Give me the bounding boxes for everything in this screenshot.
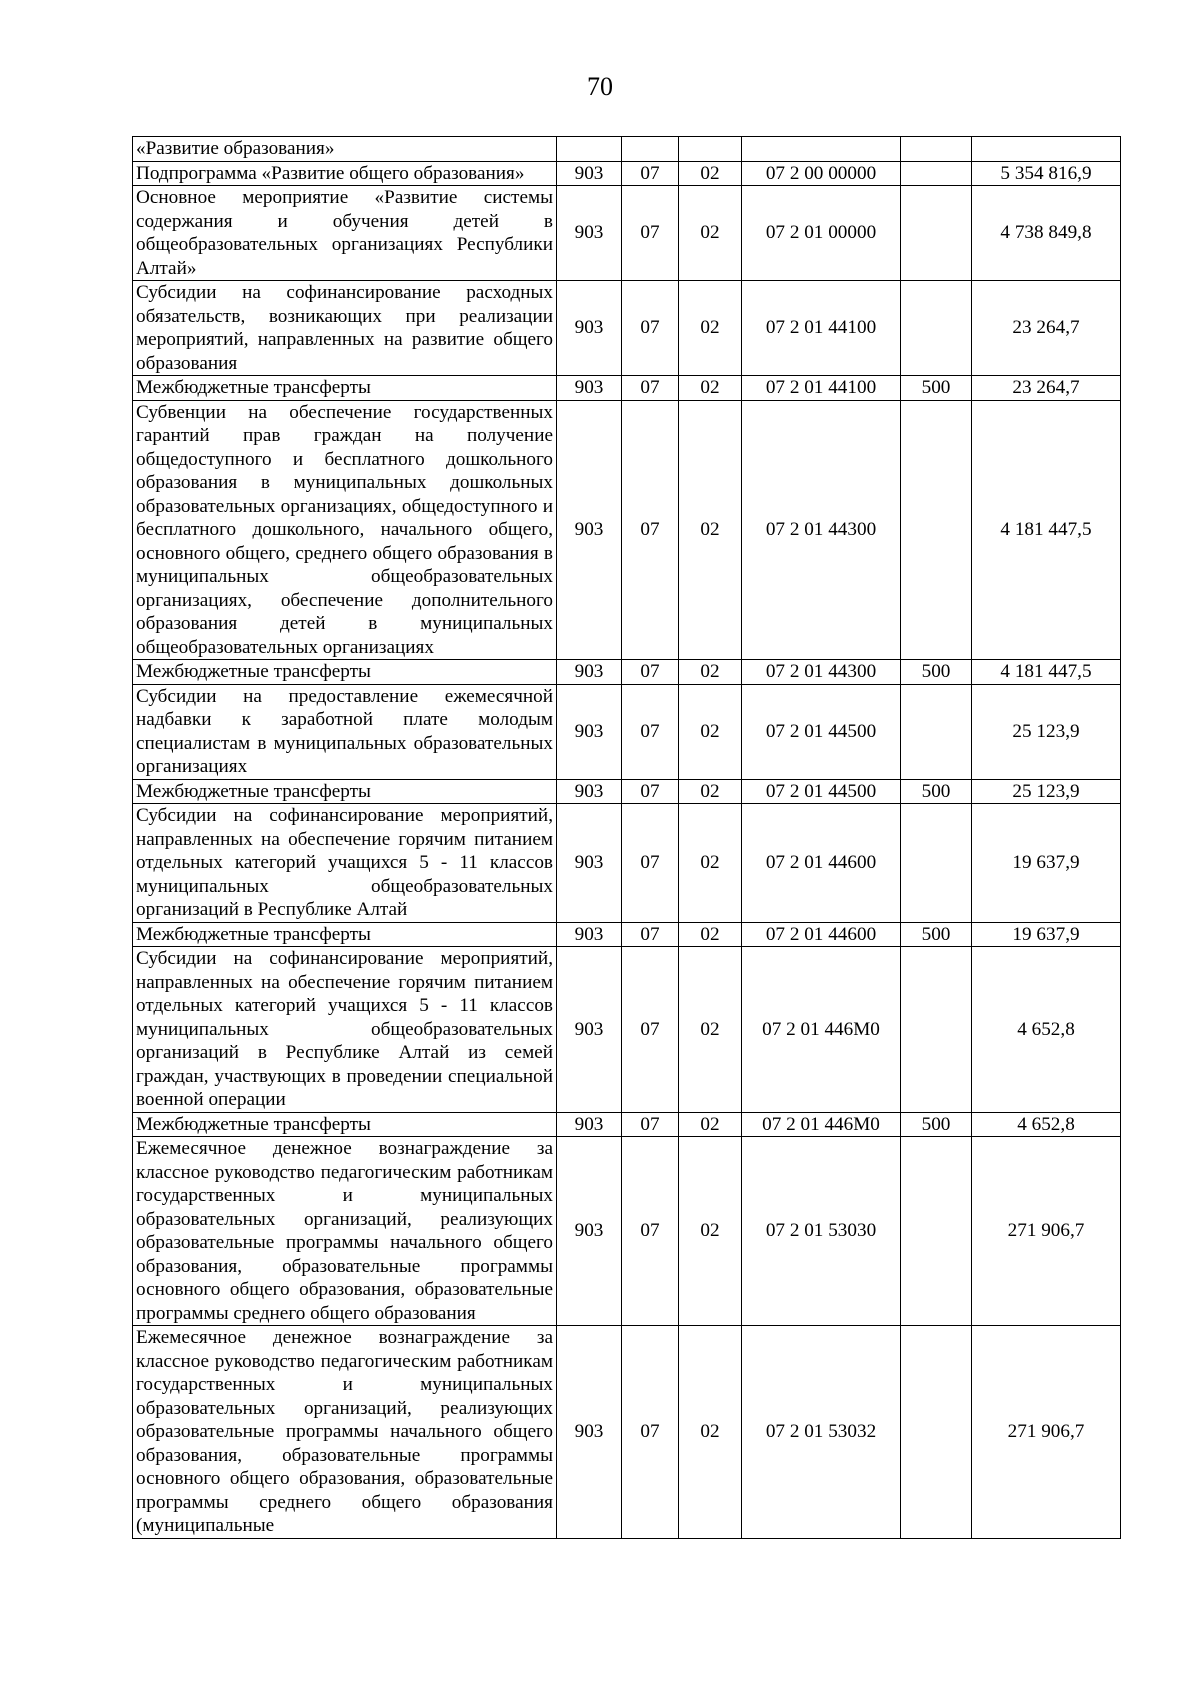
row-sum-cell: 5 354 816,9	[972, 161, 1121, 186]
row-csr-cell: 07 2 01 00000	[742, 186, 901, 281]
row-sum-cell: 4 738 849,8	[972, 186, 1121, 281]
table-row	[133, 186, 1121, 281]
table-row	[133, 947, 1121, 1113]
row-vr-cell	[901, 400, 972, 660]
row-rz-cell: 07	[622, 684, 679, 779]
row-csr-cell	[742, 137, 901, 162]
row-gr-cell: 903	[557, 779, 622, 804]
row-rz-cell: 07	[622, 1137, 679, 1326]
row-pr-cell: 02	[679, 186, 742, 281]
row-sum-cell: 23 264,7	[972, 281, 1121, 376]
row-name-cell: Межбюджетные трансферты	[133, 779, 557, 804]
row-sum-cell: 19 637,9	[972, 922, 1121, 947]
row-csr-cell: 07 2 01 446М0	[742, 947, 901, 1113]
row-pr-cell: 02	[679, 1326, 742, 1539]
row-csr-cell: 07 2 00 00000	[742, 161, 901, 186]
row-gr-cell: 903	[557, 1326, 622, 1539]
row-pr-cell: 02	[679, 922, 742, 947]
row-rz-cell: 07	[622, 804, 679, 923]
row-vr-cell	[901, 186, 972, 281]
row-sum-cell: 23 264,7	[972, 376, 1121, 401]
row-sum-cell: 271 906,7	[972, 1326, 1121, 1539]
table-row	[133, 779, 1121, 804]
row-rz-cell: 07	[622, 922, 679, 947]
row-pr-cell: 02	[679, 660, 742, 685]
row-sum-cell: 4 652,8	[972, 947, 1121, 1113]
row-pr-cell: 02	[679, 161, 742, 186]
row-gr-cell: 903	[557, 161, 622, 186]
row-gr-cell: 903	[557, 281, 622, 376]
row-csr-cell: 07 2 01 44600	[742, 804, 901, 923]
row-pr-cell: 02	[679, 400, 742, 660]
row-pr-cell: 02	[679, 376, 742, 401]
row-gr-cell: 903	[557, 684, 622, 779]
row-csr-cell: 07 2 01 44300	[742, 400, 901, 660]
table-row	[133, 684, 1121, 779]
row-sum-cell: 4 652,8	[972, 1112, 1121, 1137]
row-rz-cell: 07	[622, 400, 679, 660]
row-gr-cell: 903	[557, 1112, 622, 1137]
table-row	[133, 922, 1121, 947]
row-vr-cell	[901, 137, 972, 162]
row-rz-cell: 07	[622, 186, 679, 281]
row-rz-cell: 07	[622, 161, 679, 186]
row-name-cell: «Развитие образования»	[133, 137, 557, 162]
row-csr-cell: 07 2 01 446М0	[742, 1112, 901, 1137]
row-csr-cell: 07 2 01 44300	[742, 660, 901, 685]
row-name-cell: Субсидии на софинансирование мероприятий, направленных на обеспечение горячим питанием отдельных категорий учащихся 5 - 11 классов муниципальных общеобразовательных организаций в Республике Алтай из семей граждан, участвующих в проведении специальной военной операции	[133, 947, 557, 1113]
row-vr-cell	[901, 1137, 972, 1326]
row-sum-cell	[972, 137, 1121, 162]
row-csr-cell: 07 2 01 53032	[742, 1326, 901, 1539]
row-pr-cell: 02	[679, 684, 742, 779]
row-vr-cell	[901, 161, 972, 186]
row-name-cell: Основное мероприятие «Развитие системы содержания и обучения детей в общеобразовательных организациях Республики Алтай»	[133, 186, 557, 281]
table-row	[133, 281, 1121, 376]
row-pr-cell: 02	[679, 281, 742, 376]
row-name-cell: Подпрограмма «Развитие общего образования»	[133, 161, 557, 186]
row-name-cell: Субвенции на обеспечение государственных гарантий прав граждан на получение общедоступного и бесплатного дошкольного образования в муниципальных дошкольных образовательных организациях, общедоступного и бесплатного дошкольного, начального общего, основного общего, среднего общего образования в муниципальных общеобразовательных организациях, обеспечение дополнительного образования детей в муниципальных общеобразовательных организациях	[133, 400, 557, 660]
row-pr-cell	[679, 137, 742, 162]
row-vr-cell: 500	[901, 922, 972, 947]
page-number: 70	[587, 72, 613, 101]
row-csr-cell: 07 2 01 44500	[742, 779, 901, 804]
table-row	[133, 1137, 1121, 1326]
row-vr-cell: 500	[901, 660, 972, 685]
row-sum-cell: 25 123,9	[972, 684, 1121, 779]
row-csr-cell: 07 2 01 44500	[742, 684, 901, 779]
row-vr-cell: 500	[901, 376, 972, 401]
row-gr-cell: 903	[557, 186, 622, 281]
row-name-cell: Межбюджетные трансферты	[133, 922, 557, 947]
row-name-cell: Межбюджетные трансферты	[133, 376, 557, 401]
table-row	[133, 137, 1121, 162]
row-gr-cell: 903	[557, 922, 622, 947]
row-name-cell: Ежемесячное денежное вознаграждение за классное руководство педагогическим работникам государственных и муниципальных образовательных организаций, реализующих образовательные программы начального общего образования, образовательные программы основного общего образования, образовательные программы среднего общего образования (муниципальные	[133, 1326, 557, 1539]
table-row	[133, 1326, 1121, 1539]
row-vr-cell	[901, 1326, 972, 1539]
row-name-cell: Субсидии на софинансирование расходных обязательств, возникающих при реализации мероприятий, направленных на развитие общего образования	[133, 281, 557, 376]
row-csr-cell: 07 2 01 53030	[742, 1137, 901, 1326]
row-rz-cell: 07	[622, 947, 679, 1113]
row-pr-cell: 02	[679, 779, 742, 804]
table-row	[133, 804, 1121, 923]
row-vr-cell: 500	[901, 779, 972, 804]
row-gr-cell: 903	[557, 400, 622, 660]
row-rz-cell: 07	[622, 376, 679, 401]
row-rz-cell: 07	[622, 1112, 679, 1137]
row-sum-cell: 4 181 447,5	[972, 400, 1121, 660]
row-gr-cell: 903	[557, 947, 622, 1113]
row-gr-cell: 903	[557, 660, 622, 685]
row-vr-cell	[901, 281, 972, 376]
row-rz-cell	[622, 137, 679, 162]
row-csr-cell: 07 2 01 44100	[742, 376, 901, 401]
row-vr-cell	[901, 947, 972, 1113]
row-name-cell: Межбюджетные трансферты	[133, 1112, 557, 1137]
budget-table	[132, 136, 1121, 1539]
row-name-cell: Субсидии на софинансирование мероприятий, направленных на обеспечение горячим питанием отдельных категорий учащихся 5 - 11 классов муниципальных общеобразовательных организаций в Республике Алтай	[133, 804, 557, 923]
row-vr-cell	[901, 684, 972, 779]
row-sum-cell: 271 906,7	[972, 1137, 1121, 1326]
row-gr-cell: 903	[557, 376, 622, 401]
row-name-cell: Ежемесячное денежное вознаграждение за классное руководство педагогическим работникам государственных и муниципальных образовательных организаций, реализующих образовательные программы начального общего образования, образовательные программы основного общего образования, образовательные программы среднего общего образования	[133, 1137, 557, 1326]
row-rz-cell: 07	[622, 660, 679, 685]
table-row	[133, 376, 1121, 401]
table-row	[133, 161, 1121, 186]
table-row	[133, 400, 1121, 660]
row-rz-cell: 07	[622, 281, 679, 376]
table-row	[133, 1112, 1121, 1137]
row-pr-cell: 02	[679, 804, 742, 923]
row-sum-cell: 4 181 447,5	[972, 660, 1121, 685]
row-gr-cell	[557, 137, 622, 162]
row-gr-cell: 903	[557, 804, 622, 923]
row-vr-cell: 500	[901, 1112, 972, 1137]
row-name-cell: Субсидии на предоставление ежемесячной надбавки к заработной плате молодым специалистам в муниципальных образовательных организациях	[133, 684, 557, 779]
row-sum-cell: 19 637,9	[972, 804, 1121, 923]
row-rz-cell: 07	[622, 779, 679, 804]
row-pr-cell: 02	[679, 1137, 742, 1326]
row-rz-cell: 07	[622, 1326, 679, 1539]
row-pr-cell: 02	[679, 1112, 742, 1137]
row-csr-cell: 07 2 01 44100	[742, 281, 901, 376]
row-pr-cell: 02	[679, 947, 742, 1113]
row-gr-cell: 903	[557, 1137, 622, 1326]
table-row	[133, 660, 1121, 685]
row-sum-cell: 25 123,9	[972, 779, 1121, 804]
row-name-cell: Межбюджетные трансферты	[133, 660, 557, 685]
row-vr-cell	[901, 804, 972, 923]
row-csr-cell: 07 2 01 44600	[742, 922, 901, 947]
